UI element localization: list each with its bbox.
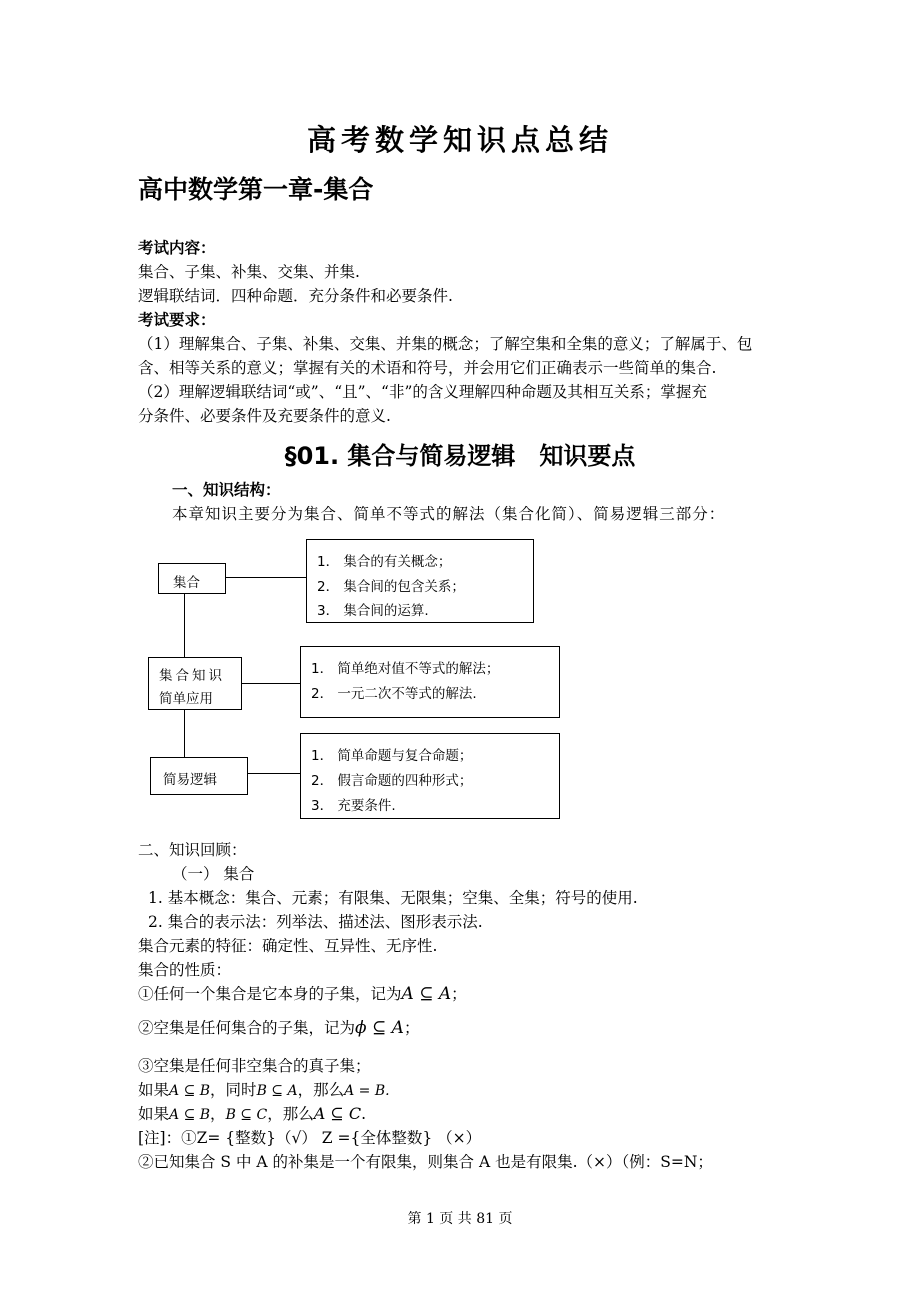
review-heading: 二、知识回顾：	[138, 841, 247, 859]
connector-line	[226, 577, 306, 578]
node-sets-label: 集合	[173, 575, 200, 591]
sets-items-box	[306, 539, 534, 623]
property-text: 如果	[138, 1105, 170, 1123]
node-application	[148, 657, 242, 710]
math-expression: ϕ ⊆ A	[355, 1018, 404, 1038]
math-expression: A ⊆ B	[169, 1083, 211, 1099]
diagram-item: 1． 简单命题与复合命题；	[311, 748, 473, 764]
node-application-label: 简单应用	[159, 691, 213, 707]
punctuation: ；	[403, 1019, 420, 1037]
diagram-item: 2． 集合间的包含关系；	[317, 579, 465, 595]
connector-line	[184, 709, 185, 757]
exam-requirements-heading: 考试要求：	[138, 310, 216, 329]
node-logic	[150, 757, 248, 795]
diagram-item: 3． 充要条件.	[311, 798, 396, 814]
exam-content-line: 逻辑联结词．四种命题．充分条件和必要条件.	[138, 287, 453, 305]
property-text: ，那么	[267, 1105, 314, 1123]
diagram-item: 2． 假言命题的四种形式；	[311, 773, 473, 789]
review-text: 集合的性质：	[138, 961, 232, 979]
diagram-item: 2． 一元二次不等式的解法.	[311, 686, 477, 702]
property-text: ，那么	[297, 1081, 345, 1099]
logic-items-box	[300, 733, 560, 819]
node-logic-label: 简易逻辑	[163, 772, 217, 788]
math-expression: A ⊆ B	[169, 1107, 211, 1123]
node-sets	[158, 563, 226, 594]
diagram-item: 1． 集合的有关概念；	[317, 554, 452, 570]
math-expression: A = B.	[344, 1083, 390, 1099]
knowledge-structure-intro: 本章知识主要分为集合、简单不等式的解法（集合化简）、简易逻辑三部分：	[172, 505, 726, 523]
math-expression: B ⊆ A	[256, 1083, 298, 1099]
property-line	[138, 1102, 366, 1127]
diagram-item: 3． 集合间的运算.	[317, 603, 429, 619]
punctuation: .	[361, 1105, 367, 1123]
connector-line	[242, 683, 300, 684]
property-line	[138, 1016, 419, 1040]
property-text: ①任何一个集合是它本身的子集，记为	[138, 985, 402, 1003]
property-text: ②空集是任何集合的子集，记为	[138, 1019, 356, 1037]
review-item: 1. 基本概念：集合、元素；有限集、无限集；空集、全集；符号的使用.	[148, 889, 638, 907]
knowledge-structure-heading: 一、知识结构：	[172, 480, 281, 499]
document-title: 高考数学知识点总结	[306, 123, 613, 157]
punctuation: ；	[451, 985, 467, 1003]
property-text: ，同时	[210, 1081, 257, 1099]
note-line: ②已知集合 S 中 A 的补集是一个有限集，则集合 A 也是有限集.（×）（例：S=N；	[138, 1153, 713, 1171]
exam-requirement-line: 含、相等关系的意义；掌握有关的术语和符号，并会用它们正确表示一些简单的集合.	[138, 359, 717, 377]
math-expression: A ⊆ C	[313, 1104, 362, 1123]
property-line	[138, 1078, 390, 1103]
punctuation: ，	[210, 1105, 226, 1123]
math-expression: B ⊆ C	[225, 1107, 268, 1123]
application-items-box	[300, 646, 560, 718]
review-subheading: （一） 集合	[172, 865, 255, 883]
page-footer: 第 1 页 共 81 页	[407, 1211, 513, 1227]
chapter-heading: 高中数学第一章-集合	[138, 175, 374, 204]
property-line: ③空集是任何非空集合的真子集；	[138, 1057, 371, 1075]
section-title: §01. 集合与简易逻辑 知识要点	[284, 442, 636, 470]
node-application-label: 集合知识	[159, 668, 225, 684]
math-expression: A ⊆ A	[401, 984, 452, 1004]
exam-content-line: 集合、子集、补集、交集、并集.	[138, 263, 360, 281]
review-item: 2. 集合的表示法：列举法、描述法、图形表示法.	[148, 913, 483, 931]
property-text: 如果	[138, 1081, 170, 1099]
diagram-item: 1． 简单绝对值不等式的解法；	[311, 661, 500, 677]
note-line: [注]：①Z= {整数}（√） Z ={全体整数} （×）	[138, 1129, 482, 1147]
exam-requirement-line: （2）理解逻辑联结词“或”、“且”、“非”的含义理解四种命题及其相互关系；掌握充	[138, 383, 707, 401]
property-line	[138, 982, 467, 1006]
connector-line	[248, 773, 300, 774]
exam-content-heading: 考试内容：	[138, 238, 216, 257]
exam-requirement-line: （1）理解集合、子集、补集、交集、并集的概念；了解空集和全集的意义；了解属于、包	[138, 335, 753, 353]
review-text: 集合元素的特征：确定性、互异性、无序性.	[138, 937, 438, 955]
exam-requirement-line: 分条件、必要条件及充要条件的意义.	[138, 407, 391, 425]
connector-line	[184, 593, 185, 657]
